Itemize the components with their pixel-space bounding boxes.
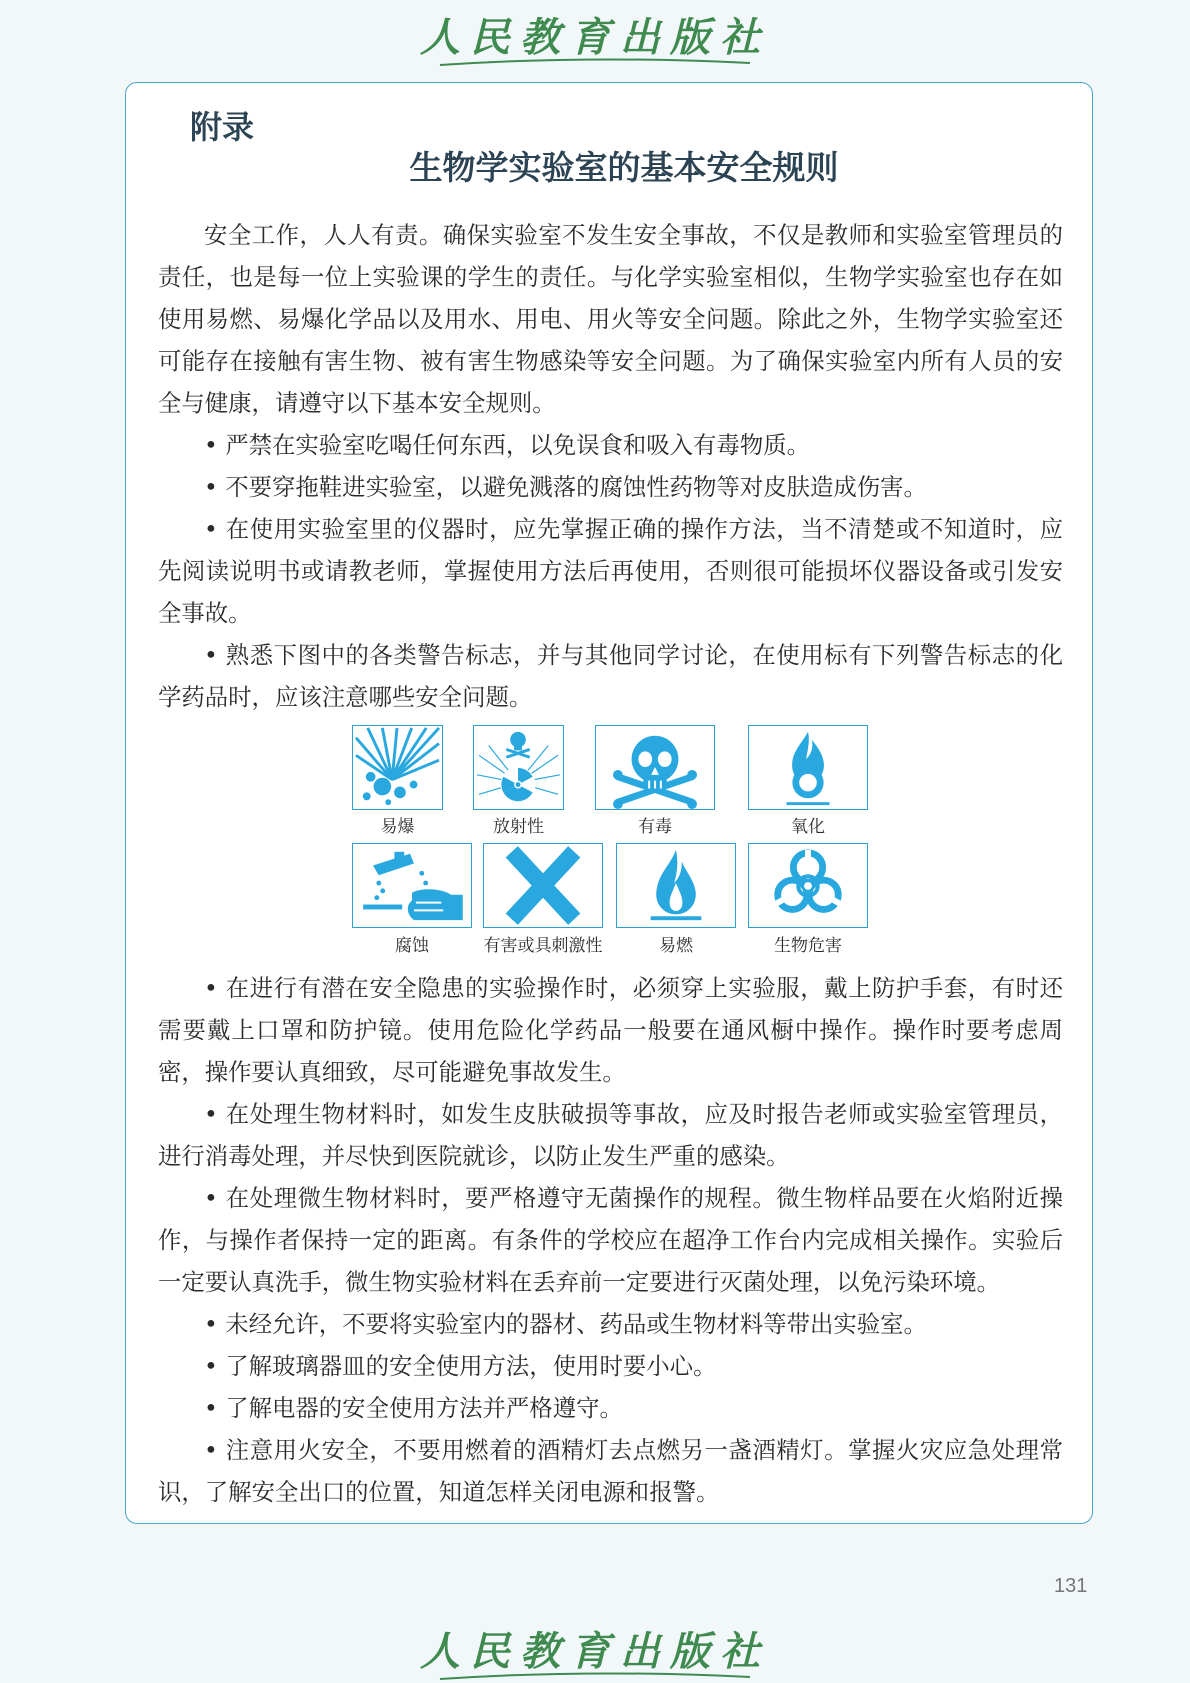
sign-label: 易燃 — [659, 936, 693, 956]
rule-item: • 熟悉下图中的各类警告标志，并与其他同学讨论，在使用标有下列警告标志的化学药品时，应该注意哪些安全问题。 — [158, 641, 1063, 711]
publisher-header — [0, 6, 1190, 69]
rule-item: • 在使用实验室里的仪器时，应先掌握正确的操作方法，当不清楚或不知道时，应先阅读说明书或请教老师，掌握使用方法后再使用，否则很可能损坏仪器设备或引发安全事故。 — [158, 515, 1063, 627]
sign-label: 生物危害 — [774, 936, 842, 956]
rules-section-after-signs — [158, 967, 1063, 1513]
oxidizing-icon — [748, 725, 868, 810]
rule-item: • 在处理生物材料时，如发生皮肤破损等事故，应及时报告老师或实验室管理员，进行消毒处理，并尽快到医院就诊，以防止发生严重的感染。 — [158, 1100, 1063, 1170]
rule-item: • 注意用火安全，不要用燃着的酒精灯去点燃另一盏酒精灯。掌握火灾应急处理常识，了解安全出口的位置，知道怎样关闭电源和报警。 — [158, 1436, 1063, 1506]
biohazard-icon — [748, 843, 868, 928]
sign-label: 腐蚀 — [395, 936, 429, 956]
publisher-name: 人民教育出版社 — [420, 1628, 770, 1675]
publisher-footer — [0, 1620, 1190, 1683]
rule-item: • 严禁在实验室吃喝任何东西，以免误食和吸入有毒物质。 — [204, 431, 810, 459]
intro-paragraph: 安全工作，人人有责。确保实验室不发生安全事故，不仅是教师和实验室管理员的责任，也是每一位上实验课的学生的责任。与化学实验室相似，生物学实验室也存在如使用易燃、易爆化学品以及用水、用电、用火等安全问题。除此之外，生物学实验室还可能存在接触有害生物、被有害生物感染等安全问题。为了确保实验室内所有人员的安全与健康，请遵守以下基本安全规则。 — [158, 221, 1063, 417]
rule-item: • 未经允许，不要将实验室内的器材、药品或生物材料等带出实验室。 — [204, 1310, 927, 1338]
toxic-skull-icon — [595, 725, 715, 810]
rule-item: • 不要穿拖鞋进实验室，以避免溅落的腐蚀性药物等对皮肤造成伤害。 — [204, 473, 927, 501]
sign-label: 放射性 — [493, 817, 544, 837]
page-number: 131 — [1054, 1575, 1088, 1597]
publisher-name: 人民教育出版社 — [420, 14, 770, 61]
rule-item: • 在进行有潜在安全隐患的实验操作时，必须穿上实验服，戴上防护手套，有时还需要戴上口罩和防护镜。使用危险化学药品一般要在通风橱中操作。操作时要考虑周密，操作要认真细致，尽可能避免事故发生。 — [158, 974, 1063, 1086]
explosive-icon — [352, 725, 443, 810]
corrosive-icon — [352, 843, 472, 928]
sign-label: 有害或具刺激性 — [483, 936, 603, 956]
sign-label: 易爆 — [380, 817, 415, 837]
page-title: 生物学实验室的基本安全规则 — [409, 148, 839, 187]
sign-label: 有毒 — [638, 817, 672, 837]
intro-section — [158, 214, 1063, 718]
sign-label: 氧化 — [791, 817, 825, 837]
flammable-icon — [616, 843, 736, 928]
rule-item: • 在处理微生物材料时，要严格遵守无菌操作的规程。微生物样品要在火焰附近操作，与操作者保持一定的距离。有条件的学校应在超净工作台内完成相关操作。实验后一定要认真洗手，微生物实验材料在丢弃前一定要进行灭菌处理，以免污染环境。 — [158, 1184, 1063, 1296]
radioactive-icon — [473, 725, 564, 810]
appendix-label: 附录 — [190, 108, 255, 146]
rule-item: • 了解电器的安全使用方法并严格遵守。 — [204, 1394, 623, 1422]
rule-item: • 了解玻璃器皿的安全使用方法，使用时要小心。 — [204, 1352, 717, 1380]
harmful-irritant-x-icon — [483, 843, 603, 928]
